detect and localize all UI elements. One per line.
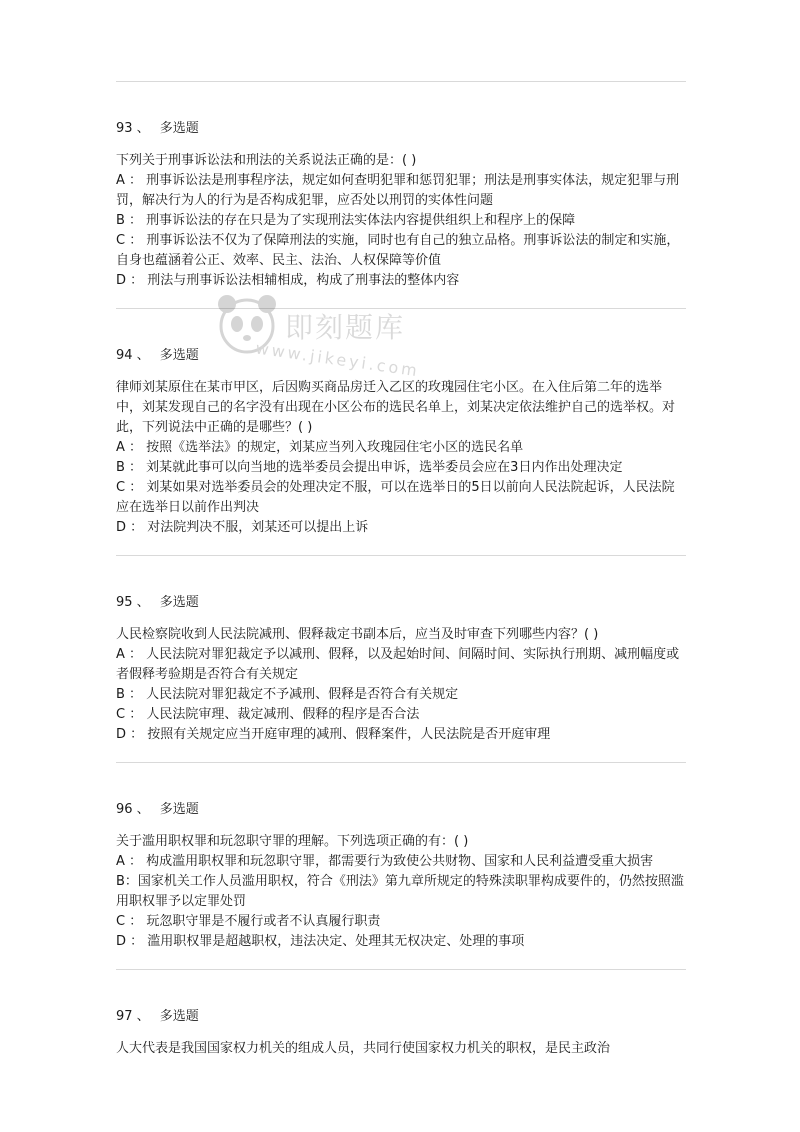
- question-number: 94 、: [116, 348, 150, 363]
- question-94: [116, 346, 686, 538]
- option-c: C ： 人民法院审理、裁定减刑、假释的程序是否合法: [116, 707, 420, 722]
- watermark-url: www.jikeyi.com: [254, 338, 422, 381]
- question-header: [116, 593, 686, 613]
- divider: [116, 762, 686, 763]
- question-stem: 人民检察院收到人民法院减刑、假释裁定书副本后，应当及时审查下列哪些内容？( ): [116, 627, 599, 642]
- question-type: 多选题: [159, 1009, 199, 1024]
- divider: [116, 81, 686, 82]
- question-number: 95 、: [116, 595, 150, 610]
- option-b: B：国家机关工作人员滥用职权，符合《刑法》第九章所规定的特殊渎职罪构成要件的，仍然按照滥用职权罪予以定罪处罚: [116, 874, 684, 909]
- question-93: [116, 119, 686, 291]
- question-header: [116, 119, 686, 139]
- question-stem: 关于滥用职权罪和玩忽职守罪的理解。下列选项正确的有：( ): [116, 834, 469, 849]
- option-d: D ： 滥用职权罪是超越职权，违法决定、处理其无权决定、处理的事项: [116, 934, 525, 949]
- option-b: B ： 刘某就此事可以向当地的选举委员会提出申诉，选举委员会应在3日内作出处理决定: [116, 460, 623, 475]
- document-page: [116, 0, 686, 1059]
- question-number: 97 、: [116, 1009, 150, 1024]
- option-c: C ： 刘某如果对选举委员会的处理决定不服，可以在选举日的5日以前向人民法院起诉，人民法院应在选举日以前作出判决: [116, 480, 675, 515]
- question-header: [116, 1007, 686, 1027]
- option-a: A ： 构成滥用职权罪和玩忽职守罪，都需要行为致使公共财物、国家和人民利益遭受重大损害: [116, 854, 654, 869]
- question-type: 多选题: [159, 348, 199, 363]
- divider: [116, 969, 686, 970]
- divider: [116, 555, 686, 556]
- divider: [116, 308, 686, 309]
- question-95: [116, 593, 686, 745]
- question-header: [116, 346, 686, 366]
- question-type: 多选题: [159, 121, 199, 136]
- question-number: 93 、: [116, 121, 150, 136]
- option-d: D ： 刑法与刑事诉讼法相辅相成，构成了刑事法的整体内容: [116, 273, 460, 288]
- question-header: [116, 800, 686, 820]
- option-b: B ： 刑事诉讼法的存在只是为了实现刑法实体法内容提供组织上和程序上的保障: [116, 213, 576, 228]
- option-c: C ： 刑事诉讼法不仅为了保障刑法的实施，同时也有自己的独立品格。刑事诉讼法的制定和实施，自身也蕴涵着公正、效率、民主、法治、人权保障等价值: [116, 233, 680, 268]
- option-a: A ： 按照《选举法》的规定，刘某应当列入玫瑰园住宅小区的选民名单: [116, 440, 524, 455]
- question-stem: 下列关于刑事诉讼法和刑法的关系说法正确的是：( ): [116, 153, 417, 168]
- option-d: D ： 按照有关规定应当开庭审理的减刑、假释案件，人民法院是否开庭审理: [116, 727, 551, 742]
- question-96: [116, 800, 686, 952]
- question-stem: 人大代表是我国国家权力机关的组成人员，共同行使国家权力机关的职权，是民主政治: [116, 1041, 611, 1056]
- option-d: D ： 对法院判决不服，刘某还可以提出上诉: [116, 520, 369, 535]
- watermark-brand: 即刻题库: [285, 311, 406, 344]
- question-type: 多选题: [159, 802, 199, 817]
- question-number: 96 、: [116, 802, 150, 817]
- question-stem: 律师刘某原住在某市甲区，后因购买商品房迁入乙区的玫瑰园住宅小区。在入住后第二年的选举中，刘某发现自己的名字没有出现在小区公布的选民名单上，刘某决定依法维护自己的选举权。对此，下列说法中正确的是哪些？( ): [116, 380, 676, 435]
- option-a: A ： 刑事诉讼法是刑事程序法，规定如何查明犯罪和惩罚犯罪；刑法是刑事实体法，规定犯罪与刑罚，解决行为人的行为是否构成犯罪，应否处以刑罚的实体性问题: [116, 173, 680, 208]
- option-b: B ： 人民法院对罪犯裁定不予减刑、假释是否符合有关规定: [116, 687, 459, 702]
- option-c: C ： 玩忽职守罪是不履行或者不认真履行职责: [116, 914, 381, 929]
- question-97: [116, 1007, 686, 1059]
- option-a: A ： 人民法院对罪犯裁定予以减刑、假释，以及起始时间、间隔时间、实际执行刑期、减刑幅度或者假释考验期是否符合有关规定: [116, 647, 680, 682]
- question-type: 多选题: [159, 595, 199, 610]
